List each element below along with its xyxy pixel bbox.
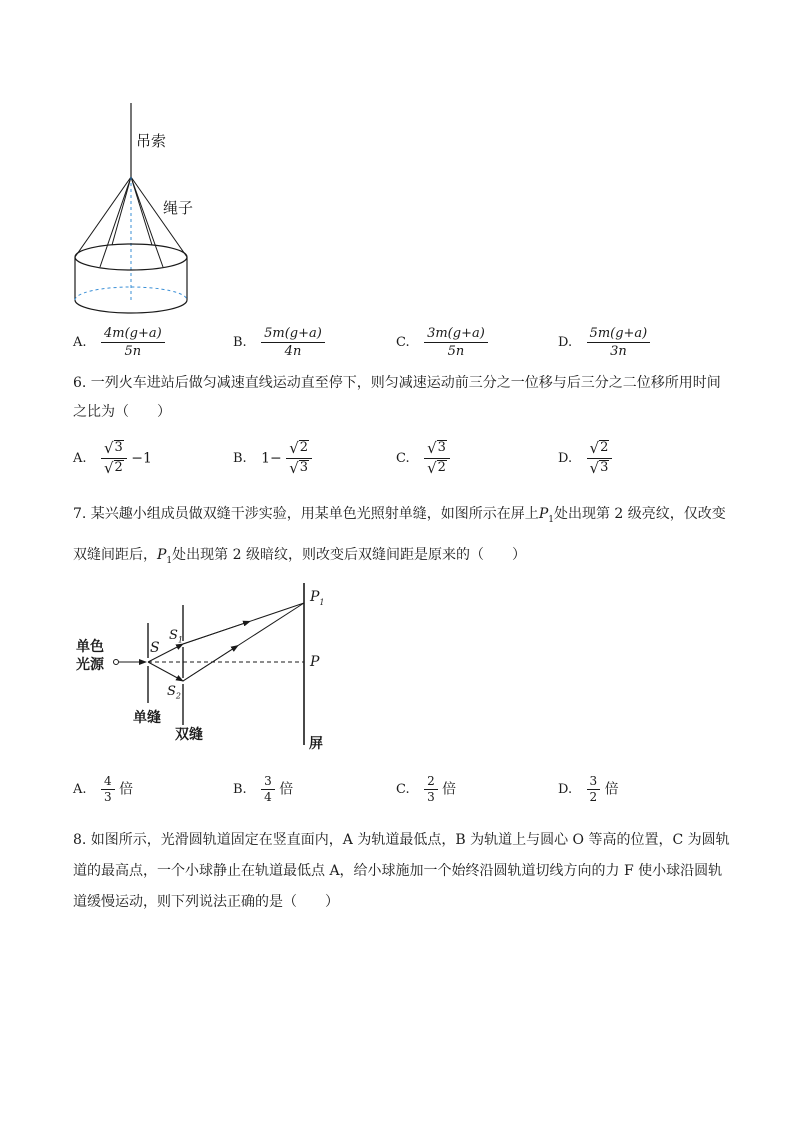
subscript: 1 <box>548 514 554 525</box>
numerator: 3 <box>261 775 275 790</box>
denominator: √ 3 <box>589 459 609 477</box>
numerator: 5m(g+a) <box>587 326 651 343</box>
label-s2 <box>167 684 181 701</box>
q6-option-a[interactable] <box>73 440 152 477</box>
text: 双缝间距后， <box>73 547 157 563</box>
denominator: √ 3 <box>289 459 309 477</box>
unit: 倍 <box>279 781 294 798</box>
q5-option-b[interactable] <box>233 326 325 359</box>
radicand: 2 <box>437 460 446 475</box>
option-letter: D. <box>558 781 573 797</box>
denominator: 5n <box>447 344 465 359</box>
fraction <box>587 440 613 477</box>
subscript: 1 <box>319 597 325 607</box>
denominator: 3 <box>427 790 435 804</box>
suffix: −1 <box>131 450 152 467</box>
radicand: 2 <box>600 440 609 455</box>
q6-stem-line1: 6. 一列火车进站后做匀减速直线运动直至停下，则匀减速运动前三分之一位移与后三分之二位移所用时间 <box>73 375 721 391</box>
subscript: 2 <box>175 691 181 701</box>
fraction <box>424 775 438 804</box>
label-s: S <box>150 640 160 656</box>
subscript: 1 <box>166 555 173 566</box>
option-letter: A. <box>73 334 87 350</box>
q6-option-b[interactable] <box>233 440 312 477</box>
q8-stem-line2: 道的最高点，一个小球静止在轨道最低点 A，给小球施加一个始终沿圆轨道切线方向的力 F 使小球沿圆轨 <box>73 863 723 879</box>
numerator: √ 3 <box>101 440 127 459</box>
q6-stem-line2: 之比为（ ） <box>73 404 171 420</box>
point-p1: P <box>538 506 549 522</box>
radicand: 2 <box>114 460 123 475</box>
q7-option-b[interactable] <box>233 775 293 804</box>
unit: 倍 <box>604 781 619 798</box>
radicand: 3 <box>600 460 609 475</box>
label-s1 <box>169 628 183 645</box>
denominator: 3 <box>103 790 112 804</box>
text: 处出现第 2 级暗纹，则改变后双缝间距是原来的（ ） <box>172 547 526 563</box>
q7-option-a[interactable] <box>73 775 133 804</box>
q5-option-c[interactable] <box>396 326 488 359</box>
screen-label: 屏 <box>309 736 323 752</box>
text: 处出现第 2 级亮纹，仅改变 <box>553 506 726 522</box>
cable-label: 吊索 <box>136 132 167 150</box>
q8-stem-line1: 8. 如图所示，光滑圆轨道固定在竖直面内，A 为轨道最低点，B 为轨道上与圆心 O 等高的位置，C 为圆轨 <box>73 832 730 848</box>
denominator: √ 2 <box>103 459 123 477</box>
option-letter: C. <box>396 334 410 350</box>
option-letter: C. <box>396 450 410 466</box>
q5-option-d[interactable] <box>558 326 650 359</box>
option-letter: A. <box>73 781 87 797</box>
letter: P <box>310 589 320 605</box>
subscript: 1 <box>177 635 183 645</box>
numerator: 2 <box>424 775 438 790</box>
radicand: 3 <box>299 460 309 475</box>
fraction <box>101 440 127 477</box>
double-slit-figure <box>70 575 340 755</box>
option-letter: A. <box>73 450 87 466</box>
numerator: 4 <box>101 775 115 790</box>
denominator: 5n <box>124 344 142 359</box>
denominator: 3n <box>610 344 627 359</box>
option-letter: D. <box>558 450 573 466</box>
q7-stem-line2 <box>73 548 526 568</box>
point-p1: P <box>157 547 167 563</box>
option-letter: B. <box>233 781 247 797</box>
numerator: 4m(g+a) <box>101 326 165 343</box>
q6-option-d[interactable] <box>558 440 612 477</box>
numerator: 3m(g+a) <box>424 326 488 343</box>
option-letter: C. <box>396 781 410 797</box>
fraction <box>587 326 651 359</box>
text: 7. 某兴趣小组成员做双缝干涉实验，用某单色光照射单缝，如图所示在屏上 <box>73 506 539 522</box>
double-slit-label: 双缝 <box>175 727 203 743</box>
fraction <box>261 326 325 359</box>
label-p: P <box>310 654 320 670</box>
option-letter: B. <box>233 450 247 466</box>
numerator: √ 3 <box>424 440 450 459</box>
light-source-line1: 单色 <box>76 639 104 655</box>
light-source-label <box>76 638 104 674</box>
q7-option-c[interactable] <box>396 775 456 804</box>
option-letter: B. <box>233 334 247 350</box>
radicand: 3 <box>437 440 446 455</box>
numerator: 3 <box>587 775 601 790</box>
unit: 倍 <box>442 781 457 798</box>
fraction <box>286 440 312 477</box>
fraction <box>101 326 165 359</box>
denominator: 2 <box>589 790 598 804</box>
q8-stem-line3: 道缓慢运动，则下列说法正确的是（ ） <box>73 894 339 910</box>
single-slit-label: 单缝 <box>133 710 161 726</box>
radicand: 3 <box>114 440 123 455</box>
letter: S <box>169 628 178 643</box>
unit: 倍 <box>119 781 134 798</box>
denominator: 4n <box>284 344 302 359</box>
fraction <box>424 326 488 359</box>
denominator: √ 2 <box>427 459 446 477</box>
option-letter: D. <box>558 334 573 350</box>
prefix: 1− <box>261 450 282 467</box>
letter: S <box>167 684 176 699</box>
fraction <box>101 775 115 804</box>
q7-stem-line1 <box>73 507 726 527</box>
q7-option-d[interactable] <box>558 775 619 804</box>
denominator: 4 <box>264 790 272 804</box>
numerator: 5m(g+a) <box>261 326 325 343</box>
q6-option-c[interactable] <box>396 440 450 477</box>
radicand: 2 <box>299 440 309 455</box>
q5-option-a[interactable] <box>73 326 165 359</box>
label-p1 <box>310 589 325 607</box>
fraction <box>261 775 275 804</box>
light-source-line2: 光源 <box>76 657 104 673</box>
numerator: √ 2 <box>587 440 613 459</box>
fraction <box>587 775 601 804</box>
rope-label: 绳子 <box>163 199 194 217</box>
fraction <box>424 440 450 477</box>
numerator: √ 2 <box>286 440 312 459</box>
